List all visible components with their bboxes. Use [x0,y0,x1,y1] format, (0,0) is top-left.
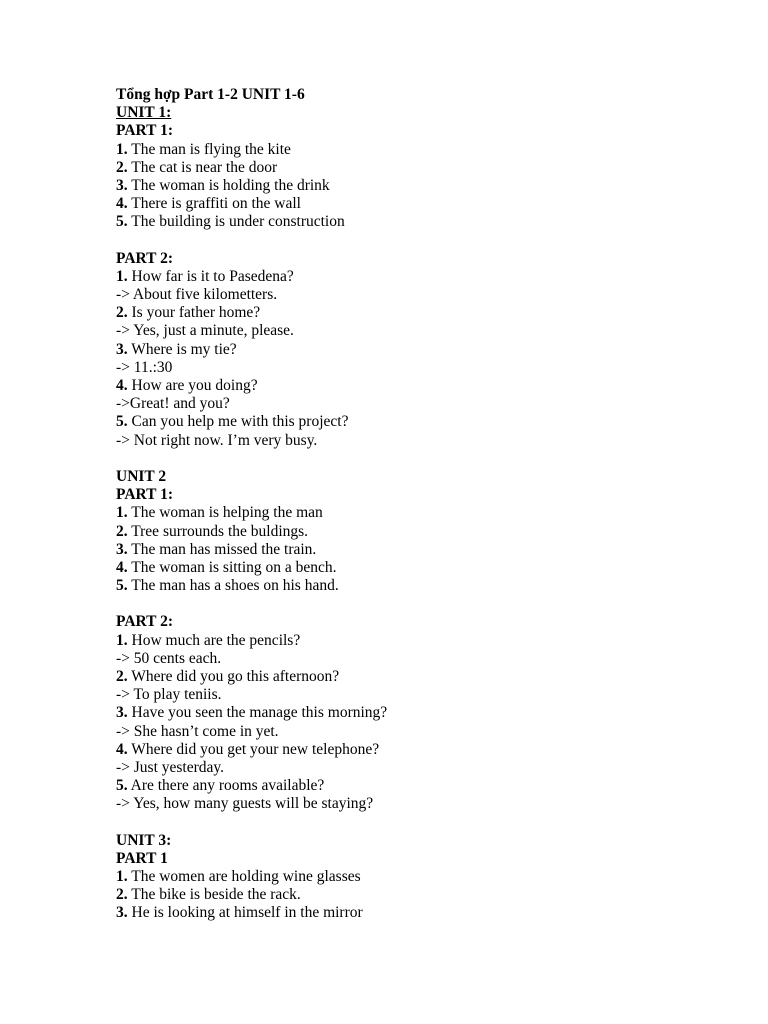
spacer [116,814,736,832]
question-text: Where did you get your new telephone? [127,740,380,758]
item-text: The man has missed the train. [127,540,317,558]
item-number: 2. [116,522,128,540]
answer-line: -> To play teniis. [116,686,222,704]
document-page [116,86,736,923]
item-number: 5. [116,413,128,431]
item-number: 2. [116,304,128,322]
question-text: How much are the pencils? [127,631,301,649]
item-number: 1. [116,868,128,886]
unit-3-part-1-heading: PART 1 [116,849,168,867]
item-text: The man is flying the kite [127,140,291,158]
question-line [116,268,736,286]
answer-line: -> Just yesterday. [116,758,225,776]
question-text: How are you doing? [127,377,258,394]
answer-line: ->Great! and you? [116,395,230,413]
question-text: How far is it to Pasedena? [127,267,294,285]
unit-2-part-1-heading: PART 1: [116,486,174,504]
item-number: 2. [116,668,128,685]
item-number: 3. [116,176,128,194]
list-item [116,159,736,177]
list-item [116,904,736,922]
list-item [116,195,736,213]
question-text: Where is my tie? [127,340,237,358]
list-item [116,559,736,577]
list-item [116,177,736,195]
unit-2-heading: UNIT 2 [116,467,167,485]
item-text: The man has a shoes on his hand. [127,577,339,595]
answer-line: -> Yes, how many guests will be staying? [116,795,374,813]
question-line [116,741,736,759]
item-number: 3. [116,340,128,358]
question-line [116,777,736,795]
item-text: The women are holding wine glasses [127,868,361,886]
document-title: Tổng hợp Part 1-2 UNIT 1-6 [116,86,305,103]
question-line [116,377,736,395]
unit-1-heading: UNIT 1: [116,104,172,122]
item-number: 3. [116,904,128,922]
list-item [116,541,736,559]
list-item [116,504,736,522]
item-number: 1. [116,267,128,285]
item-text: The cat is near the door [127,158,278,176]
question-line [116,704,736,722]
answer-line: -> Not right now. I’m very busy. [116,431,318,449]
list-item [116,523,736,541]
list-item [116,868,736,886]
item-text: The building is under construction [127,213,345,231]
list-item [116,213,736,231]
question-line [116,413,736,431]
item-text: Tree surrounds the buldings. [127,522,309,540]
list-item [116,886,736,904]
item-text: The bike is beside the rack. [127,886,301,904]
item-number: 4. [116,195,128,213]
question-text: Can you help me with this project? [127,413,349,431]
question-line [116,632,736,650]
item-text: The woman is sitting on a bench. [127,558,337,576]
spacer [116,450,736,468]
item-number: 1. [116,504,128,522]
item-number: 4. [116,558,128,576]
question-text: Have you seen the manage this morning? [127,704,388,722]
item-number: 3. [116,704,128,722]
unit-1-part-1-heading: PART 1: [116,122,174,140]
unit-2-part-2-heading: PART 2: [116,613,174,631]
item-number: 2. [116,886,128,904]
question-line [116,668,736,686]
item-number: 2. [116,158,128,176]
item-text: He is looking at himself in the mirror [127,904,363,922]
item-number: 3. [116,540,128,558]
spacer [116,232,736,250]
unit-1-part-2-heading: PART 2: [116,249,174,267]
list-item [116,141,736,159]
item-number: 1. [116,140,128,158]
item-number: 4. [116,377,128,394]
question-line [116,341,736,359]
item-number: 5. [116,213,128,231]
answer-line: -> She hasn’t come in yet. [116,722,279,740]
answer-line: -> 50 cents each. [116,649,222,667]
item-number: 1. [116,631,128,649]
question-line [116,304,736,322]
item-text: The woman is helping the man [127,504,323,522]
question-text: Is your father home? [127,304,261,322]
item-number: 5. [116,777,128,795]
spacer [116,595,736,613]
list-item [116,577,736,595]
item-text: There is graffiti on the wall [127,195,301,213]
question-text: Are there any rooms available? [127,777,325,795]
item-number: 4. [116,740,128,758]
unit-3-heading: UNIT 3: [116,831,172,849]
item-text: The woman is holding the drink [127,176,330,194]
answer-line: -> About five kilometters. [116,286,278,304]
answer-line: -> Yes, just a minute, please. [116,322,294,340]
item-number: 5. [116,577,128,595]
question-text: Where did you go this afternoon? [127,668,340,685]
answer-line: -> 11.:30 [116,358,173,376]
